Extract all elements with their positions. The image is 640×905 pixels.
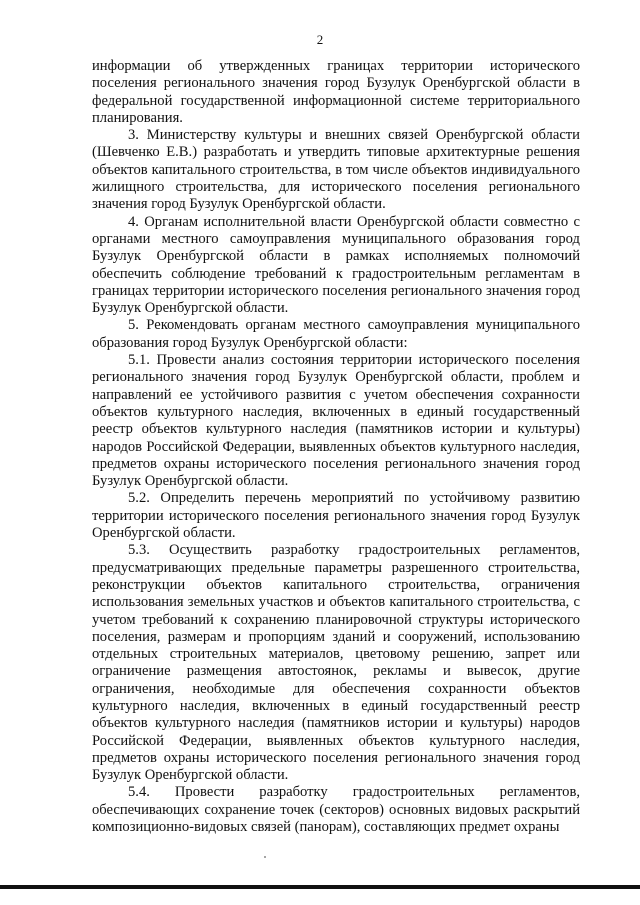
- document-body: [92, 58, 580, 836]
- paragraph-continuation: информации об утвержденных границах территории исторического поселения регионального значения город Бузулук Оренбургской области в федеральной государственной информационной системе территориального планирования.: [92, 58, 580, 126]
- paragraph-item-5-3: 5.3. Осуществить разработку градостроительных регламентов, предусматривающих предельные параметры разрешенного строительства, реконструкции объектов капитального строительства, ограничения использования земельных участков и объектов капитального строительства, с учетом требований к сохранению планировочной структуры исторического поселения, размерам и пропорциям зданий и сооружений, использованию отдельных строительных материалов, цветовому решению, запрет или ограничение размещения автостоянок, рекламы и вывесок, другие ограничения, необходимые для обеспечения сохранности объектов культурного наследия, включенных в единый государственный реестр объектов культурного наследия (памятников истории и культуры) народов Российской Федерации, выявленных объектов культурного наследия, предметов охраны исторического поселения регионального значения город Бузулук Оренбургской области.: [92, 542, 580, 784]
- paragraph-item-5-2: 5.2. Определить перечень мероприятий по устойчивому развитию территории исторического поселения регионального значения город Бузулук Оренбургской области.: [92, 490, 580, 542]
- paragraph-item-4: 4. Органам исполнительной власти Оренбургской области совместно с органами местного самоуправления муниципального образования город Бузулук Оренбургской области в рамках исполняемых полномочий обеспечить соблюдение требований к градостроительным регламентам в границах территории исторического поселения регионального значения город Бузулук Оренбургской области.: [92, 213, 580, 317]
- paragraph-item-5-1: 5.1. Провести анализ состояния территории исторического поселения регионального значения город Бузулук Оренбургской области, проблем и направлений ее устойчивого развития с учетом обеспечения сохранности объектов культурного наследия, включенных в единый государственный реестр объектов культурного наследия (памятников истории и культуры) народов Российской Федерации, выявленных объектов культурного наследия, предметов охраны исторического поселения регионального значения город Бузулук Оренбургской области.: [92, 352, 580, 490]
- page-bottom-border: [0, 885, 640, 889]
- scan-speck: [264, 856, 266, 858]
- paragraph-item-3: 3. Министерству культуры и внешних связей Оренбургской области (Шевченко Е.В.) разработать и утвердить типовые архитектурные решения объектов капитального строительства, в том числе объектов индивидуального жилищного строительства, для исторического поселения регионального значения город Бузулук Оренбургской области.: [92, 127, 580, 213]
- paragraph-item-5-4: 5.4. Провести разработку градостроительных регламентов, обеспечивающих сохранение точек (секторов) основных видовых раскрытий композиционно-видовых связей (панорам), составляющих предмет охраны: [92, 784, 580, 836]
- paragraph-item-5: 5. Рекомендовать органам местного самоуправления муниципального образования город Бузулук Оренбургской области:: [92, 317, 580, 351]
- page-number: 2: [316, 32, 324, 47]
